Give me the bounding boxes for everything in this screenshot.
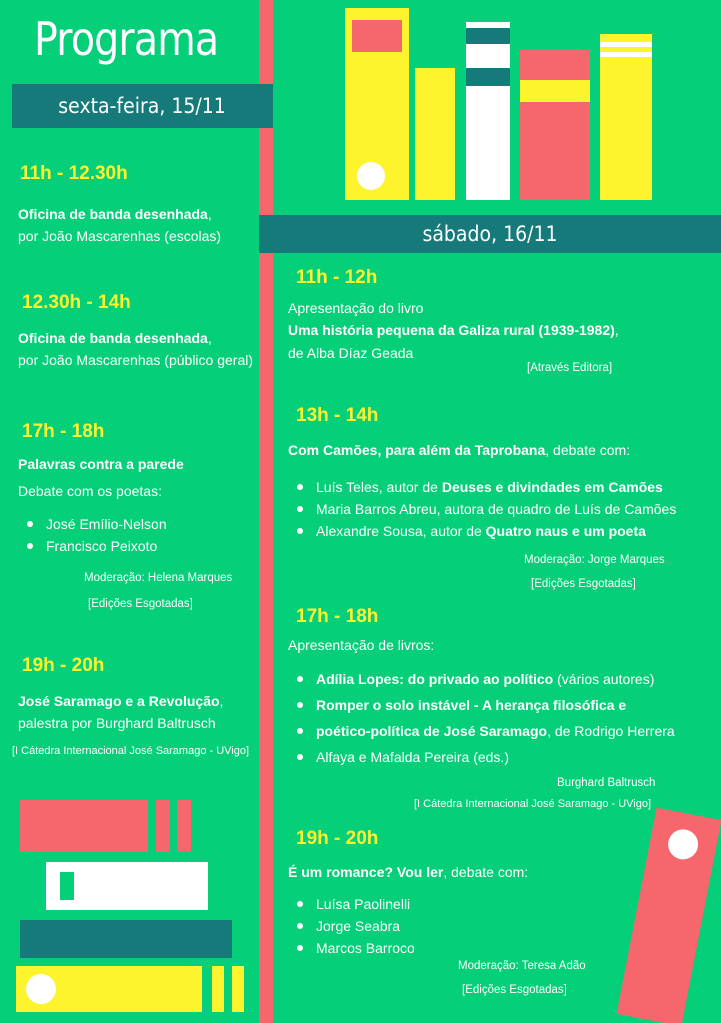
publisher: [Edições Esgotadas] (462, 984, 567, 996)
moderation: Moderação: Jorge Marques (524, 554, 665, 566)
list-item (288, 476, 676, 498)
event-title-suffix: , (614, 322, 619, 338)
event-time: 11h - 12h (296, 267, 378, 288)
book-spine (20, 800, 148, 852)
book-title: Quatro naus e um poeta (485, 523, 646, 539)
event-time: 17h - 18h (296, 606, 379, 627)
list-item (288, 498, 676, 520)
list-item: Francisco Peixoto (18, 535, 167, 557)
participant-list (288, 893, 415, 959)
event-title: José Saramago e a Revolução (18, 693, 220, 709)
book-authors: , de Rodrigo Herrera (547, 723, 675, 739)
day-band-saturday (259, 215, 721, 253)
book-spine (156, 800, 170, 852)
event-presenter: por João Mascarenhas (escolas) (18, 228, 222, 244)
tilted-book (617, 808, 721, 1023)
book-spine (520, 50, 590, 200)
list-item (288, 666, 675, 692)
center-divider (259, 0, 273, 1023)
book-dot (357, 162, 385, 190)
book-spine (466, 22, 510, 200)
event-title-suffix: , (219, 693, 224, 709)
event-time: 12.30h - 14h (22, 292, 131, 313)
event-title-line (18, 204, 212, 225)
list-item: José Emílio-Nelson (18, 513, 167, 535)
event-note: [I Cátedra Internacional José Saramago - UVigo] (12, 745, 250, 757)
participant-name: Alexandre Sousa, autor de (316, 523, 486, 539)
list-item (288, 692, 675, 718)
book-stripe (600, 42, 652, 47)
book-title: Deuses e divindades em Camões (441, 479, 663, 495)
event-time: 19h - 20h (22, 655, 105, 676)
credit: Burghard Baltrusch (557, 777, 656, 789)
event-title-line (18, 691, 223, 712)
book-spine (600, 34, 652, 200)
event-title-suffix: , debate com: (443, 864, 529, 880)
participant-list (18, 513, 167, 557)
event-title-line (18, 328, 212, 349)
event-time: 17h - 18h (22, 421, 105, 442)
list-item: Jorge Seabra (288, 915, 415, 937)
moderation: Moderação: Helena Marques (84, 572, 233, 584)
book-stripe (520, 80, 590, 102)
book-stripe (466, 28, 510, 44)
day-label-saturday: sábado, 16/11 (422, 222, 558, 246)
event-title: É um romance? Vou ler (288, 864, 444, 880)
book-authors: (vários autores) (553, 671, 655, 687)
event-title: Oficina de banda desenhada (18, 330, 208, 346)
book-stripe (600, 52, 652, 57)
moderation: Moderação: Teresa Adão (458, 960, 586, 972)
book-list (288, 666, 675, 770)
book-spine (212, 966, 224, 1012)
event-intro: Apresentação de livros: (288, 637, 435, 653)
event-title-line (18, 454, 184, 475)
event-title-suffix: , (207, 206, 212, 222)
book-spine (232, 966, 244, 1012)
day-label-friday: sexta-feira, 15/11 (58, 94, 227, 118)
publisher: [Através Editora] (527, 362, 613, 374)
event-time: 19h - 20h (296, 828, 379, 849)
event-presenter: por João Mascarenhas (público geral) (18, 352, 254, 368)
list-item-continuation (288, 744, 675, 770)
participant-list (288, 476, 676, 542)
book-spine (20, 920, 232, 958)
event-author: de Alba Díaz Geada (288, 345, 414, 361)
book-dot (666, 827, 701, 862)
publisher: [Edições Esgotadas] (88, 598, 193, 610)
event-time: 13h - 14h (296, 405, 379, 426)
page-title: Programa (34, 12, 219, 66)
event-title-line (288, 440, 630, 461)
event-title: Palavras contra a parede (18, 456, 184, 472)
book-title-cont: poético-política de José Saramago (316, 723, 548, 739)
book-spine (177, 800, 191, 852)
book-stripe (466, 68, 510, 86)
event-title-line (288, 320, 619, 341)
book-label (352, 20, 402, 52)
event-title-suffix: , debate com: (545, 442, 631, 458)
event-title-line (288, 862, 528, 883)
event-title: Com Camões, para além da Taprobana (288, 442, 546, 458)
book-label (60, 872, 74, 900)
event-title: Oficina de banda desenhada (18, 206, 208, 222)
event-intro: Apresentação do livro (288, 300, 424, 316)
list-item-continuation (288, 718, 675, 744)
event-time: 11h - 12.30h (20, 163, 128, 184)
book-dot (26, 974, 56, 1004)
list-item (288, 520, 676, 542)
book-title: Romper o solo instável - A herança filosófica e (316, 697, 627, 713)
book-spine (415, 68, 455, 200)
event-title-suffix: , (207, 330, 212, 346)
list-item: Marcos Barroco (288, 937, 415, 959)
event-presenter: palestra por Burghard Baltrusch (18, 715, 216, 731)
event-description: Debate com os poetas: (18, 483, 162, 499)
book-title: Adília Lopes: do privado ao político (316, 671, 554, 687)
day-band-friday (12, 84, 273, 128)
book-authors-cont: Alfaya e Mafalda Pereira (eds.) (316, 749, 509, 765)
event-note: [I Cátedra Internacional José Saramago - UVigo] (414, 798, 652, 810)
participant-name: Maria Barros Abreu, autora de quadro de Luís de Camões (316, 501, 677, 517)
publisher: [Edições Esgotadas] (531, 578, 636, 590)
list-item: Luísa Paolinelli (288, 893, 415, 915)
event-title: Uma história pequena da Galiza rural (1939-1982) (288, 322, 615, 338)
participant-name: Luís Teles, autor de (316, 479, 442, 495)
